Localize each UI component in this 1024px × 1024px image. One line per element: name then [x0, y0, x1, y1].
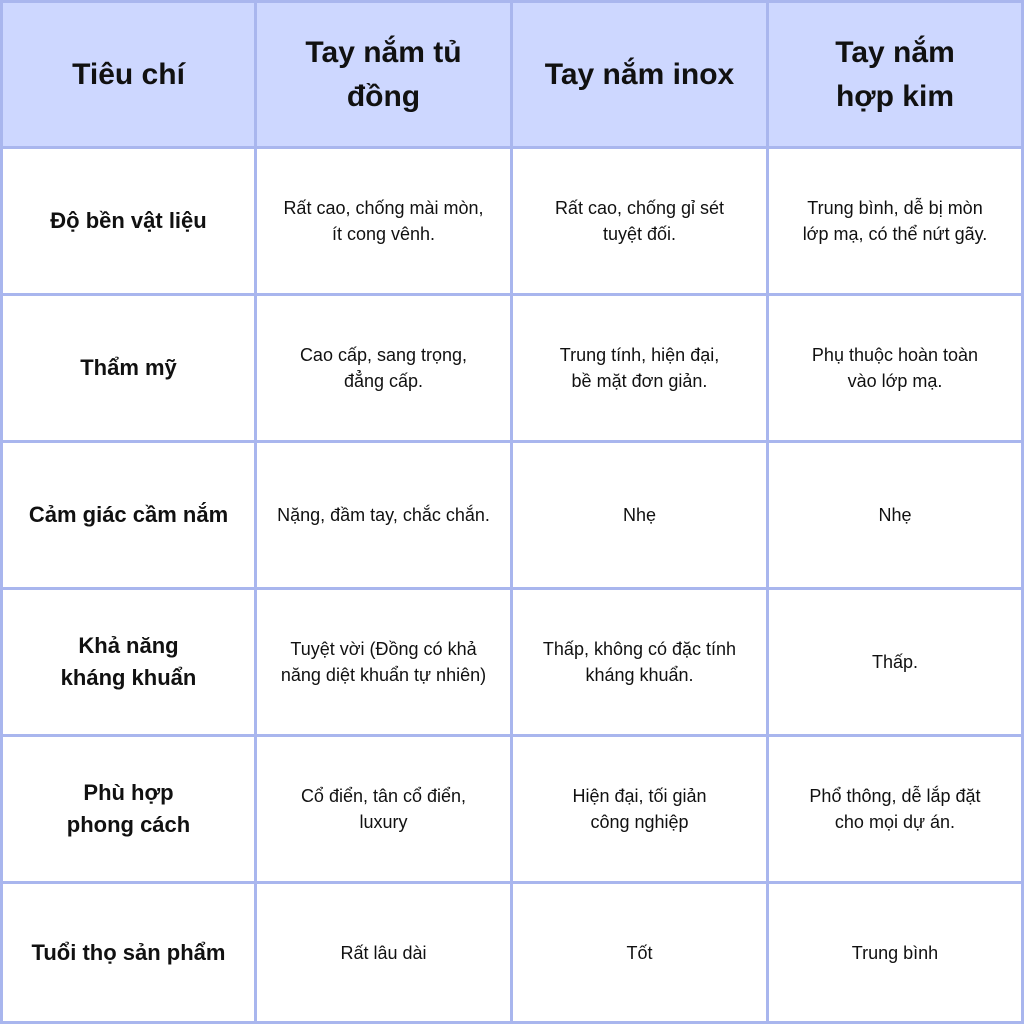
row-criterion-lifespan: Tuổi thọ sản phẩm [0, 884, 257, 1024]
cell-inox-aesthetics: Trung tính, hiện đại, bề mặt đơn giản. [513, 296, 769, 443]
row-criterion-durability: Độ bền vật liệu [0, 149, 257, 296]
header-criteria: Tiêu chí [0, 0, 257, 149]
cell-copper-durability: Rất cao, chống mài mòn, ít cong vênh. [257, 149, 513, 296]
header-alloy-handle: Tay nắm hợp kim [769, 0, 1024, 149]
cell-inox-lifespan: Tốt [513, 884, 769, 1024]
header-copper-handle: Tay nắm tủ đồng [257, 0, 513, 149]
cell-copper-lifespan: Rất lâu dài [257, 884, 513, 1024]
cell-alloy-durability: Trung bình, dễ bị mòn lớp mạ, có thể nứt gãy. [769, 149, 1024, 296]
cell-alloy-style-fit: Phổ thông, dễ lắp đặt cho mọi dự án. [769, 737, 1024, 884]
cell-alloy-grip-feel: Nhẹ [769, 443, 1024, 590]
cell-inox-durability: Rất cao, chống gỉ sét tuyệt đối. [513, 149, 769, 296]
cell-inox-antibacterial: Thấp, không có đặc tính kháng khuẩn. [513, 590, 769, 737]
cell-alloy-aesthetics: Phụ thuộc hoàn toàn vào lớp mạ. [769, 296, 1024, 443]
cell-copper-style-fit: Cổ điển, tân cổ điển, luxury [257, 737, 513, 884]
cell-copper-antibacterial: Tuyệt vời (Đồng có khả năng diệt khuẩn tự nhiên) [257, 590, 513, 737]
row-criterion-grip-feel: Cảm giác cầm nắm [0, 443, 257, 590]
cell-copper-grip-feel: Nặng, đầm tay, chắc chắn. [257, 443, 513, 590]
row-criterion-aesthetics: Thẩm mỹ [0, 296, 257, 443]
cell-inox-grip-feel: Nhẹ [513, 443, 769, 590]
cell-alloy-antibacterial: Thấp. [769, 590, 1024, 737]
header-inox-handle: Tay nắm inox [513, 0, 769, 149]
cell-inox-style-fit: Hiện đại, tối giản công nghiệp [513, 737, 769, 884]
cell-alloy-lifespan: Trung bình [769, 884, 1024, 1024]
row-criterion-style-fit: Phù hợp phong cách [0, 737, 257, 884]
cell-copper-aesthetics: Cao cấp, sang trọng, đẳng cấp. [257, 296, 513, 443]
row-criterion-antibacterial: Khả năng kháng khuẩn [0, 590, 257, 737]
